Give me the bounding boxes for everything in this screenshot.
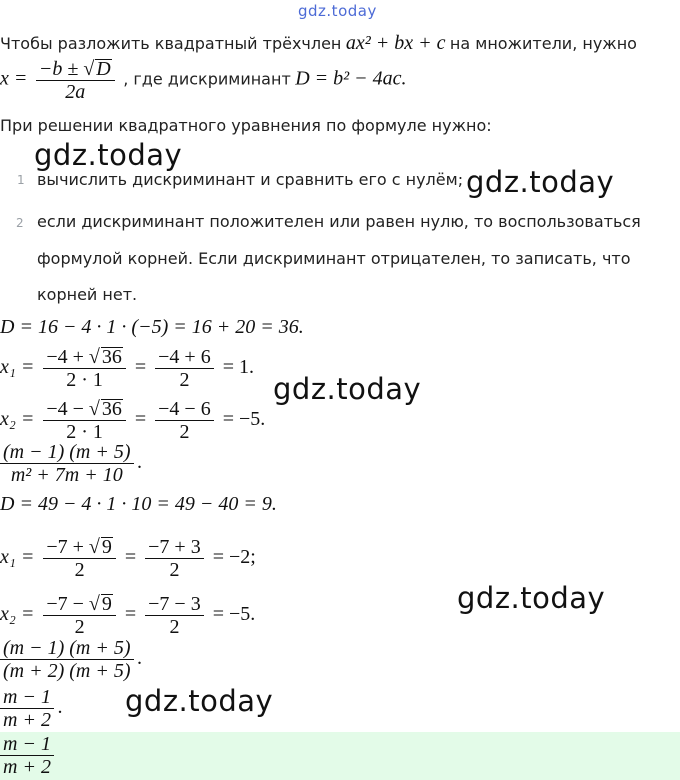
calc2-x2-mid [145, 593, 204, 638]
calc2-x1: x₁ = $\frac{-7 + √ 9}{2}$ = $\frac{-7 + 3}{2}$ = −2; [0, 536, 256, 581]
calc1-x1-lhs: x₁ = [0, 356, 35, 379]
root-fraction: $\frac{-b \pm √ D}{2a}$ [36, 58, 115, 103]
fraction-2 [0, 637, 143, 682]
fraction-1-num: (m − 1) (m + 5) [0, 441, 134, 464]
rule-heading: При решении квадратного уравнения по формуле нужно: [0, 116, 492, 135]
calc1-x2: x₂ = $\frac{-4 - √ 36}{2 \cdot 1}$ = $\frac{-4 - 6}{2}$ = −5. [0, 398, 266, 443]
calc1-x1-sqrt: 36 [101, 346, 122, 368]
calc1-x2-den: 2 · 1 [66, 421, 103, 443]
calc2-x2-result: = −5. [212, 603, 256, 626]
calc2-x1-mid [145, 536, 204, 581]
fraction-3-frac [0, 686, 54, 731]
disc-label: , где дискриминант [123, 69, 291, 89]
calc2-x2-sqrt: 9 [101, 593, 112, 615]
root-den: 2a [65, 81, 86, 103]
watermark-5: gdz.today [125, 684, 274, 718]
calc2-x1-num: −7 + [46, 536, 89, 558]
calc1-x1-mid-den: 2 [179, 369, 190, 391]
calc2-x1-sqrt: 9 [101, 536, 112, 558]
watermark-top: gdz.today [298, 2, 377, 20]
fraction-1 [0, 441, 143, 486]
x-lhs: x = [0, 67, 28, 90]
fraction-1-frac [0, 441, 134, 486]
intro-line-1 [0, 32, 637, 55]
fraction-3-den: m + 2 [3, 709, 51, 731]
calc2-x2: x₂ = $\frac{-7 - √ 9}{2}$ = $\frac{-7 - 3}{2}$ = −5. [0, 593, 256, 638]
calc1-x2-mid-den: 2 [179, 421, 190, 443]
fraction-2-frac [0, 637, 134, 682]
calc1-x1-frac: $\frac{-4 + √ 36}{2 \cdot 1}$ [43, 346, 126, 391]
calc2-x2-frac: $\frac{-7 - √ 9}{2}$ [43, 593, 116, 638]
watermark-4: gdz.today [457, 581, 606, 615]
step-2-line-2: формулой корней. Если дискриминант отрицателен, то записать, что [37, 249, 631, 268]
calc2-x2-den: 2 [74, 616, 85, 638]
calc2-x2-lhs: x₂ = [0, 603, 35, 626]
calc1-x2-result: = −5. [222, 408, 266, 431]
calc2-x1-mid-num: −7 + 3 [145, 536, 204, 559]
watermark-2: gdz.today [466, 165, 615, 199]
fraction-1-tail: . [137, 451, 143, 474]
root-formula [0, 58, 407, 103]
fraction-2-den: (m + 2) (m + 5) [3, 660, 131, 682]
fraction-3-tail: . [57, 696, 63, 719]
fraction-2-tail: . [137, 647, 143, 670]
root-num-sqrt: D [96, 58, 111, 80]
calc1-discriminant: D = 16 − 4 · 1 · (−5) = 16 + 20 = 36. [0, 316, 304, 338]
step-1-number: 1 [17, 173, 25, 187]
watermark-1: gdz.today [34, 138, 183, 172]
calc1-x2-mid-num: −4 − 6 [155, 398, 214, 421]
intro-tail: на множители, нужно [449, 34, 637, 53]
step-2-line-1: если дискриминант положителен или равен нулю, то воспользоваться [37, 212, 641, 231]
calc2-x1-mid-den: 2 [169, 559, 180, 581]
fraction-1-den: m² + 7m + 10 [10, 464, 123, 486]
calc1-x2-mid [155, 398, 214, 443]
step-2-number: 2 [16, 216, 24, 230]
answer-num: m − 1 [0, 733, 54, 756]
calc1-x1: x₁ = $\frac{-4 + √ 36}{2 \cdot 1}$ = $\frac{-4 + 6}{2}$ = 1. [0, 346, 254, 391]
calc1-x1-mid [155, 346, 214, 391]
calc1-x1-num: −4 + [46, 346, 89, 368]
answer-den: m + 2 [3, 756, 51, 778]
trinomial-expression: ax² + bx + c [345, 32, 446, 54]
calc2-x1-frac: $\frac{-7 + √ 9}{2}$ [43, 536, 116, 581]
answer-row [0, 732, 680, 780]
disc-formula: D = b² − 4ac. [295, 67, 407, 90]
step-1-text: вычислить дискриминант и сравнить его с нулём; [37, 170, 464, 189]
answer-frac [0, 733, 54, 778]
calc1-x2-lhs: x₂ = [0, 408, 35, 431]
fraction-3-num: m − 1 [0, 686, 54, 709]
calc1-x1-mid-num: −4 + 6 [155, 346, 214, 369]
root-num-prefix: −b ± [38, 58, 84, 80]
fraction-3 [0, 686, 63, 731]
calc2-x1-den: 2 [74, 559, 85, 581]
calc1-x2-num: −4 − [46, 398, 89, 420]
fraction-2-num: (m − 1) (m + 5) [0, 637, 134, 660]
calc1-x1-result: = 1. [222, 356, 254, 379]
calc1-x2-sqrt: 36 [101, 398, 122, 420]
calc2-x1-lhs: x₁ = [0, 546, 35, 569]
calc1-x1-den: 2 · 1 [66, 369, 103, 391]
intro-text: Чтобы разложить квадратный трёхчлен [0, 34, 342, 53]
calc2-x1-result: = −2; [212, 546, 256, 569]
calc1-x2-frac: $\frac{-4 - √ 36}{2 \cdot 1}$ [43, 398, 126, 443]
answer [0, 733, 58, 778]
watermark-3: gdz.today [273, 372, 422, 406]
calc2-x2-mid-den: 2 [169, 616, 180, 638]
calc2-x2-num: −7 − [46, 593, 89, 615]
step-2-line-3: корней нет. [37, 285, 138, 304]
calc2-x2-mid-num: −7 − 3 [145, 593, 204, 616]
calc2-discriminant: D = 49 − 4 · 1 · 10 = 49 − 40 = 9. [0, 493, 277, 515]
